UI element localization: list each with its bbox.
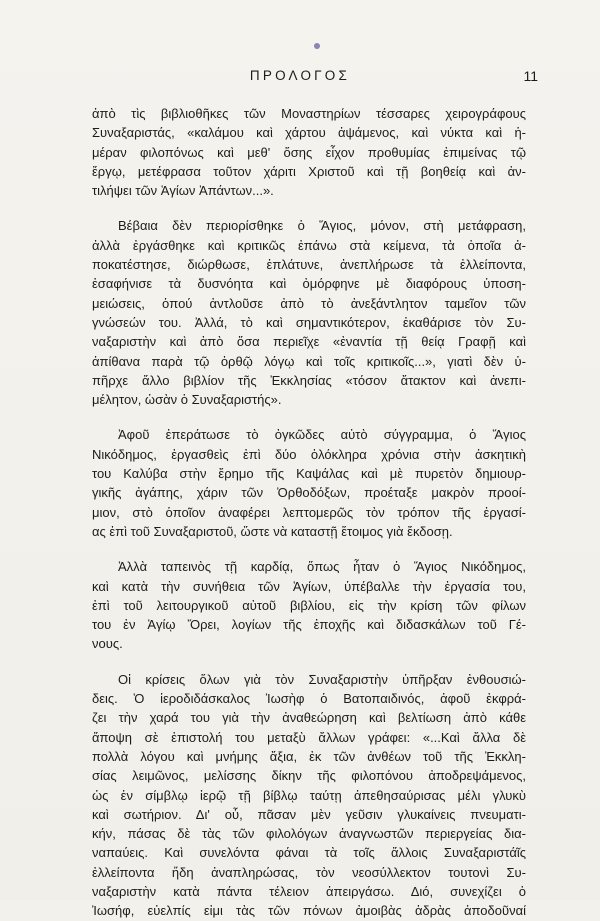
text-line: ἐλλείποντα ἤδη ἀναπληρώσας, τὸν νεοσύλλεκτον τουτονὶ Συ- (92, 864, 526, 880)
ink-dot-mark (314, 43, 320, 49)
page-number: 11 (523, 68, 538, 84)
text-line: μέραν φιλοπόνως καὶ μεθ' ὅσης εἶχον προθυμίας ἐπιμείνας τῷ (92, 144, 526, 160)
text-line: ναξαριστὴν κατὰ πάντα τέλειον ἀπειργάσω. Διό, συνεχίζει ὁ (92, 883, 526, 899)
text-line: ναπαύεις. Καὶ συνελόντα φάναι τὰ τοῖς ἄλλοις Συναξαριστάῖς (92, 845, 526, 861)
text-line: του ἐν Ἁγίῳ Ὄρει, λογίων τῆς ἐποχῆς καὶ διδασκάλων τοῦ Γέ- (92, 617, 526, 633)
text-line: Ἀφοῦ ἐπεράτωσε τὸ ὀγκῶδες αὐτὸ σύγγραμμα, ὁ Ἅγιος (118, 427, 526, 443)
text-line: Οἱ κρίσεις ὅλων γιὰ τὸν Συναξαριστὴν ὑπῆρξαν ἐνθουσιώ- (118, 671, 526, 687)
text-line: πῆρχε ἄλλο βιβλίον τῆς Ἐκκλησίας «τόσον ἄτακτον καὶ ἀνεπι- (92, 372, 526, 388)
text-line: ὡς ἐν σίμβλῳ ἱερῷ τῇ βίβλῳ ταύτῃ ἀπεθησαύρισας μέλι γλυκὺ (92, 787, 526, 803)
text-line: ἄποψη σὲ ἐπιστολή του μεταξὺ ἄλλων γράφει: «...Καὶ ἄλλα δὲ (92, 729, 526, 745)
text-line: ἀπίθανα παρὰ τῷ ὀρθῷ λόγῳ καὶ τοῖς κριτικοῖς...», γιατὶ δὲν ὑ- (92, 353, 526, 369)
text-line: Συναξαριστάς, «καλάμου καὶ χάρτου ἀψάμενος, καὶ νύκτα καὶ ἡ- (92, 125, 526, 141)
text-line: καὶ κατὰ τὴν συνήθεια τῶν Ἁγίων, ὑπέβαλλε τὴν ἐργασία του, (92, 578, 526, 594)
text-line: καὶ σωτήριον. Δι' οὗ, πᾶσαν μὲν γεῦσιν γλυκαίνεις πνευματι- (92, 806, 526, 822)
text-line: ζει τὴν χαρά του γιὰ τὴν ἀναθεώρηση καὶ βελτίωση ἀπὸ κάθε (92, 710, 526, 726)
text-line: νους. (92, 636, 123, 652)
text-line: του Καλύβα στὴν ἔρημο τῆς Καψάλας καὶ μὲ πυρετὸν δημιουρ- (92, 466, 526, 482)
text-line: πολλὰ λόγου καὶ μνήμης ἄξια, ἐκ τῶν ἀνθέων τοῦ τῆς Ἐκκλη- (92, 748, 526, 764)
page-header (0, 66, 600, 86)
text-line: ἀπὸ τὶς βιβλιοθῆκες τῶν Μοναστηρίων τέσσαρες χειρογράφους (92, 106, 526, 121)
text-line: ἀλλὰ ἐργάσθηκε καὶ κριτικῶς ἐπάνω στὰ κείμενα, τὰ ὁποῖα ἀ- (92, 237, 526, 253)
text-line: γνώσεών του. Ἀλλά, τὸ καὶ σημαντικότερον, ἐκαθάρισε τὸν Συ- (92, 314, 526, 330)
text-line: γικῆς ἀγάπης, χάριν τῶν Ὀρθοδόξων, προέταξε μακρὸν προοί- (92, 485, 526, 501)
text-line: ναξαριστὴν καὶ ἀπὸ ὅσα περιεῖχε «ἐναντία τῇ θείᾳ Γραφῇ καὶ (92, 334, 526, 350)
text-line: ας ἐπὶ τοῦ Συναξαριστοῦ, ὥστε νὰ καταστῇ ἕτοιμος γιὰ ἔκδοσῃ. (92, 523, 453, 539)
body-text (92, 104, 526, 921)
text-line: μιον, στὸ ὁποῖον ἀναφέρει λεπτομερῶς τὸν τρόπον τῆς ἐργασί- (92, 504, 526, 520)
text-line: Ἀλλὰ ταπεινὸς τῇ καρδίᾳ, ὅπως ἦταν ὁ Ἅγιος Νικόδημος, (118, 559, 526, 575)
text-line: τιλήψει τῶν Ἁγίων Ἀπάντων...». (92, 183, 274, 199)
paragraph (92, 425, 526, 541)
text-line: κήν, πάσας δὲ τὰς τῶν φιλολόγων ἀναγνωστῶν περιεργείας δια- (92, 826, 526, 842)
paragraph (92, 216, 526, 409)
text-line: σίας λειμῶνος, μελίσσης δίκην τῆς φιλοπόνου ἀποδρεψάμενος, (92, 768, 526, 784)
text-line: Ἰωσήφ, εὐελπίς εἰμι τὰς τῶν πόνων ἀμοιβὰς ἁδρὰς ἀποδοῦναί (92, 903, 526, 919)
text-line: Νικόδημος, ἐργασθεὶς ἐπὶ δύο ὁλόκληρα χρόνια στὴν ἀσκητικὴ (92, 446, 526, 462)
text-line: δεις. Ὁ ἱεροδιδάσκαλος Ἰωσὴφ ὁ Βατοπαιδινός, ἀφοῦ ἐκφρά- (92, 691, 526, 707)
text-line: μειώσεις, ὁπού ἀντλοῦσε ἀπὸ τὸ ἀνεξάντλητον ταμεῖον τῶν (92, 295, 526, 311)
text-line: Βέβαια δὲν περιορίσθηκε ὁ Ἅγιος, μόνον, στὴ μετάφραση, (118, 218, 526, 234)
paragraph (92, 104, 526, 200)
text-line: ποκατέστησε, διώρθωσε, ἐπλάτυνε, ἀνεπλήρωσε τὰ ἐλλείποντα, (92, 257, 526, 273)
text-line: ἐσαφήνισε τὰ δυσνόητα καὶ ὀμόρφηνε μὲ διαφόρους ὑποση- (92, 276, 526, 292)
paragraph (92, 670, 526, 921)
paragraph (92, 557, 526, 653)
text-line: μέλητον, ὡσὰν ὁ Συναξαριστής». (92, 392, 282, 408)
running-title: ΠΡΟΛΟΓΟΣ (249, 68, 351, 83)
text-line: ἐπὶ τοῦ λειτουργικοῦ αὐτοῦ βιβλίου, εἰς τὴν κρίση τῶν φίλων (92, 597, 526, 613)
text-line: ἔργῳ, μετέφρασα τοῦτον χάριτι Χριστοῦ καὶ τῇ βοηθείᾳ καὶ ἀν- (92, 163, 526, 179)
